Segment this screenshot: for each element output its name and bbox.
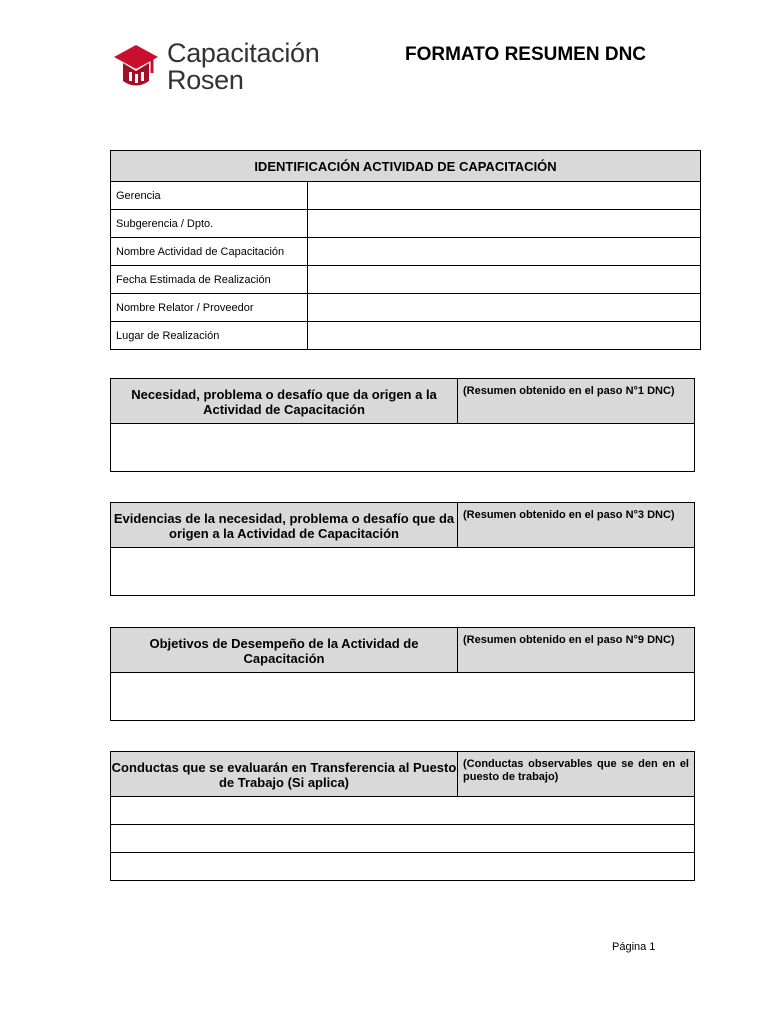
- section-answer-row[interactable]: [111, 853, 695, 881]
- section-answer-row[interactable]: [111, 825, 695, 853]
- section-note: (Conductas observables que se den en el puesto de trabajo): [458, 752, 695, 797]
- graduation-cap-icon: [112, 40, 162, 90]
- section-question: Objetivos de Desempeño de la Actividad de Capacitación: [111, 628, 458, 673]
- section-objetivos: [110, 627, 695, 721]
- field-gerencia[interactable]: [308, 182, 701, 210]
- identification-heading: IDENTIFICACIÓN ACTIVIDAD DE CAPACITACIÓN: [111, 151, 701, 182]
- section-answer-field[interactable]: [111, 548, 695, 596]
- section-conductas: [110, 751, 695, 881]
- logo-line-2: Rosen: [167, 65, 244, 95]
- section-note: (Resumen obtenido en el paso N°9 DNC): [458, 628, 695, 673]
- company-logo: [112, 40, 352, 94]
- section-evidencias: [110, 502, 695, 596]
- section-question: Necesidad, problema o desafío que da origen a la Actividad de Capacitación: [111, 379, 458, 424]
- section-answer-field[interactable]: [111, 424, 695, 472]
- section-note: (Resumen obtenido en el paso N°3 DNC): [458, 503, 695, 548]
- section-necesidad: [110, 378, 695, 472]
- field-label-relator: Nombre Relator / Proveedor: [111, 294, 308, 322]
- field-subgerencia[interactable]: [308, 210, 701, 238]
- field-label-subgerencia: Subgerencia / Dpto.: [111, 210, 308, 238]
- field-relator[interactable]: [308, 294, 701, 322]
- section-answer-field[interactable]: [111, 673, 695, 721]
- field-fecha-estimada[interactable]: [308, 266, 701, 294]
- logo-line-1: Capacitación: [167, 38, 320, 68]
- section-question: Conductas que se evaluarán en Transferencia al Puesto de Trabajo (Si aplica): [111, 752, 458, 797]
- identification-table: [110, 150, 701, 350]
- section-note: (Resumen obtenido en el paso N°1 DNC): [458, 379, 695, 424]
- field-label-lugar: Lugar de Realización: [111, 322, 308, 350]
- page-number: Página 1: [612, 941, 656, 953]
- field-label-gerencia: Gerencia: [111, 182, 308, 210]
- section-question: Evidencias de la necesidad, problema o desafío que da origen a la Actividad de Capacitación: [111, 503, 458, 548]
- field-label-fecha-estimada: Fecha Estimada de Realización: [111, 266, 308, 294]
- field-label-nombre-actividad: Nombre Actividad de Capacitación: [111, 238, 308, 266]
- field-nombre-actividad[interactable]: [308, 238, 701, 266]
- document-title: FORMATO RESUMEN DNC: [405, 44, 647, 65]
- logo-text: [167, 40, 320, 94]
- field-lugar[interactable]: [308, 322, 701, 350]
- section-answer-row[interactable]: [111, 797, 695, 825]
